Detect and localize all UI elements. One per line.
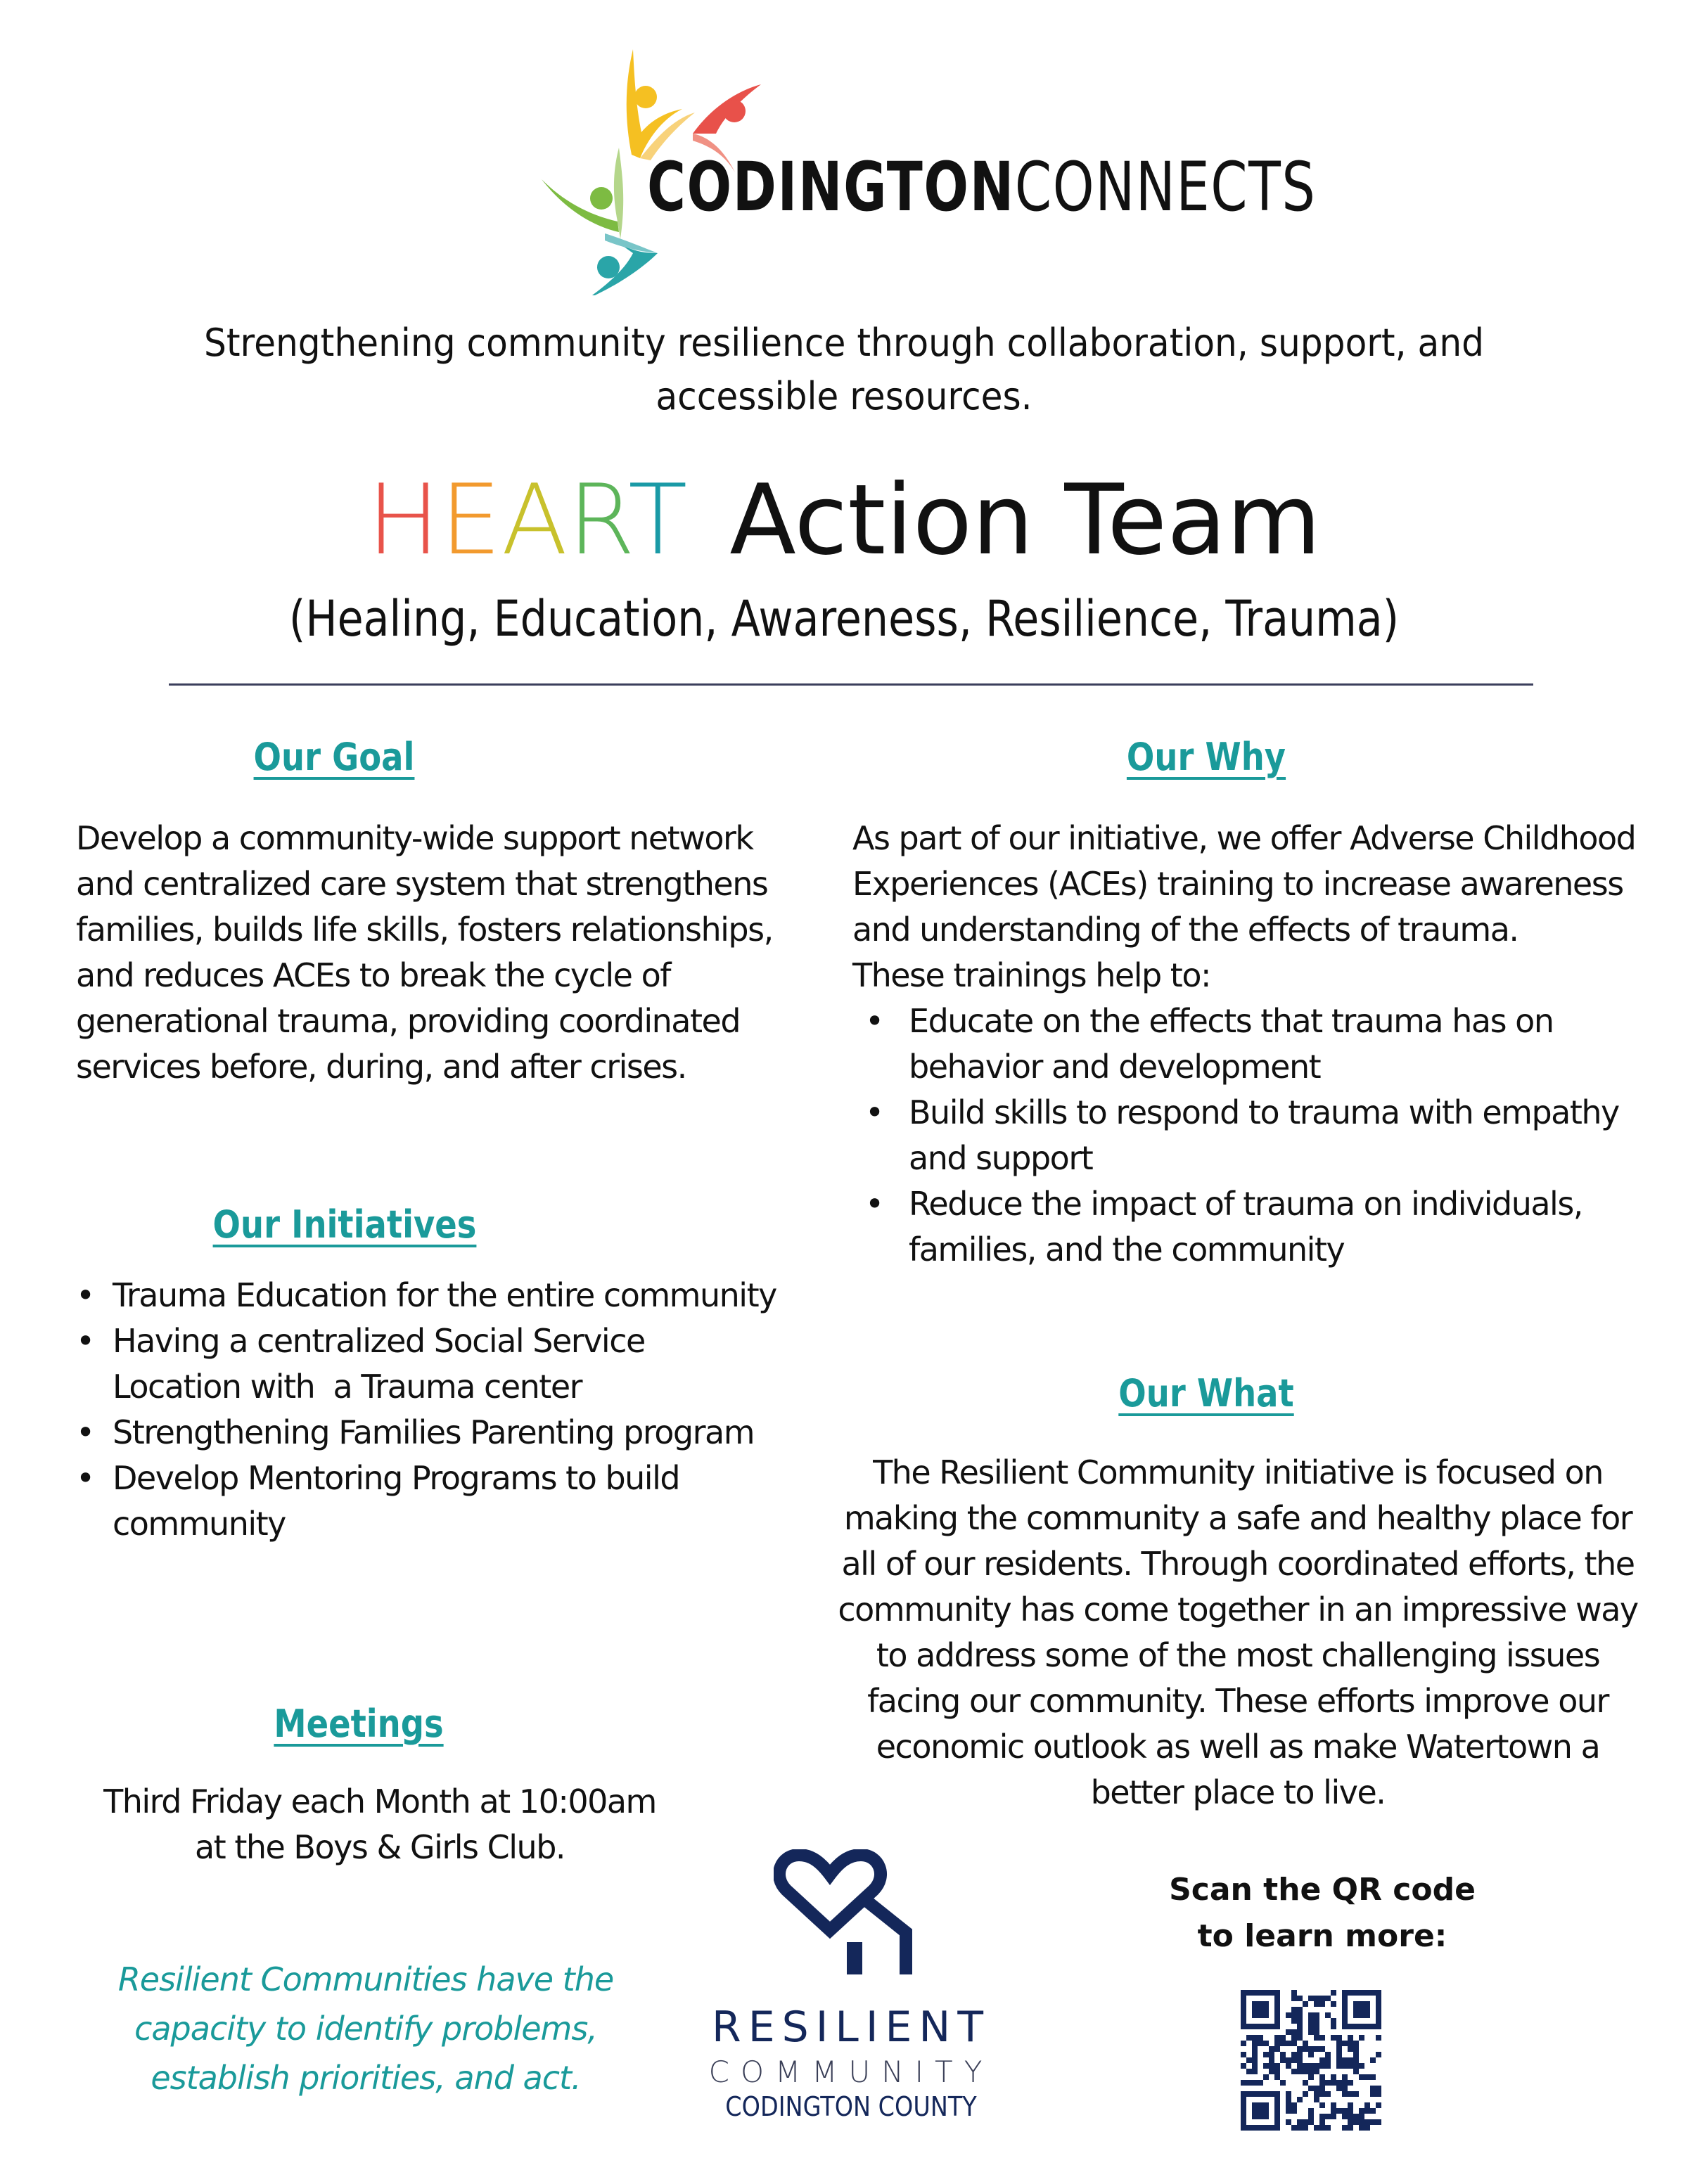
resilience-quote (84, 1955, 647, 2102)
heart-acronym (367, 463, 688, 577)
logo-word-light: CONNECTS (1014, 148, 1317, 226)
list-item: • Trauma Education for the entire community (76, 1273, 779, 1318)
list-item: • Build skills to respond to trauma with empathy and support (865, 1090, 1640, 1181)
initiatives-section (76, 1273, 779, 1547)
meetings-location: at the Boys & Girls Club. (194, 1828, 565, 1866)
rc-word-community: COMMUNITY (708, 2055, 994, 2089)
initiatives-list (76, 1273, 779, 1547)
resilient-community-logo (703, 1849, 999, 2131)
why-list-intro: These trainings help to: (852, 956, 1210, 994)
acronym-expansion: (Healing, Education, Awareness, Resilience, Trauma) (288, 590, 1400, 648)
meetings-info (56, 1779, 703, 1870)
header-divider (169, 683, 1533, 686)
why-section (852, 816, 1640, 1273)
meetings-schedule: Third Friday each Month at 10:00am (103, 1782, 656, 1820)
list-item: • Strengthening Families Parenting program (76, 1410, 779, 1456)
qr-label-line: Scan the QR code (1169, 1872, 1476, 1908)
heart-letter: H (366, 463, 440, 577)
logo-word-bold: CODINGTON (647, 148, 1015, 226)
qr-code-graphic (1241, 1990, 1381, 2131)
qr-label (1139, 1867, 1505, 1960)
why-intro: As part of our initiative, we offer Adverse Childhood Experiences (ACEs) training to increase awareness and understanding of the effects of trauma. (852, 819, 1636, 949)
initiatives-heading: Our Initiatives (212, 1202, 477, 1247)
title-rest: Action Team (729, 463, 1322, 577)
what-body: The Resilient Community initiative is focused on making the community a safe and healthy place for all of our residents. Through coordinated efforts, the community has come together in an impressive way to address some of the most challenging issues facing our community. These efforts improve our economic outlook as well as make Watertown a better place to live. (838, 1453, 1638, 1811)
goal-heading: Our Goal (253, 735, 415, 779)
rc-word-resilient: RESILIENT (712, 2003, 990, 2052)
meetings-heading: Meetings (274, 1702, 444, 1746)
list-item: • Develop Mentoring Programs to build community (76, 1456, 779, 1547)
goal-body: Develop a community-wide support network and centralized care system that strengthens families, builds life skills, fosters relationships, and reduces ACEs to break the cycle of generational trauma, providing coordinated services before, during, and after crises. (76, 819, 773, 1086)
list-item: • Educate on the effects that trauma has on behavior and development (865, 998, 1640, 1090)
heart-letter: E (440, 463, 501, 577)
heart-letter: A (501, 463, 568, 577)
qr-label-line: to learn more: (1197, 1918, 1447, 1954)
page-title (0, 464, 1688, 577)
what-heading: Our What (1118, 1371, 1294, 1415)
heart-house-icon (774, 1849, 935, 1983)
rc-word-county: CODINGTON COUNTY (725, 2091, 977, 2122)
quote-line: capacity to identify problems, (134, 2010, 597, 2048)
heart-letter: R (568, 463, 629, 577)
codington-connects-wordmark (647, 148, 1316, 226)
why-heading: Our Why (1126, 735, 1286, 779)
heart-letter: T (628, 463, 688, 577)
list-item: • Reduce the impact of trauma on individuals, families, and the community (865, 1181, 1640, 1273)
quote-line: Resilient Communities have the (117, 1960, 614, 1998)
list-item: • Having a centralized Social Service Location with a Trauma center (76, 1318, 779, 1410)
why-list (852, 998, 1640, 1273)
quote-line: establish priorities, and act. (151, 2059, 581, 2097)
tagline: Strengthening community resilience through collaboration, support, and accessible resources. (203, 321, 1485, 418)
qr-code-icon[interactable] (1241, 1990, 1381, 2131)
